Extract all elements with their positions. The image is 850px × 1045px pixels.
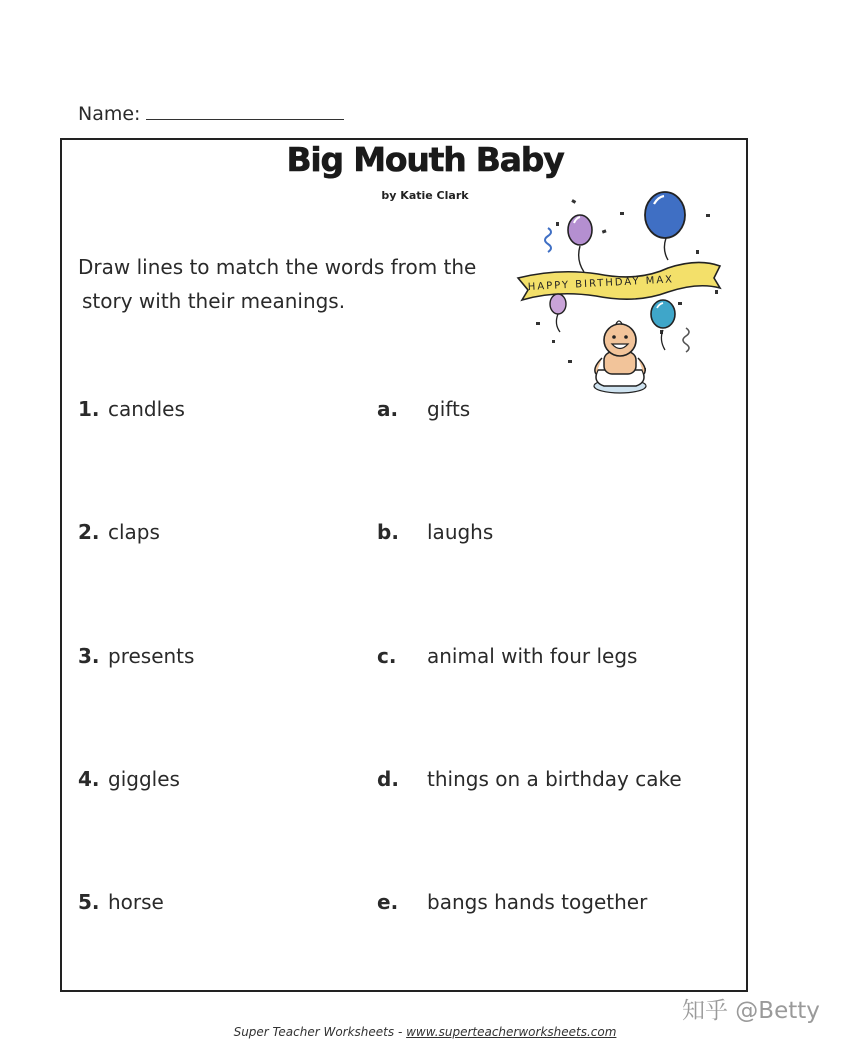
page-footer [0,1025,850,1039]
meaning-text: gifts [427,397,471,421]
item-word: presents [108,644,195,668]
match-row-2 [0,520,850,550]
blue-balloon [645,192,685,260]
item-number: 2. [78,520,100,544]
streamer-squiggle [683,328,689,352]
name-blank-line[interactable] [146,119,344,120]
zhihu-watermark: 知乎 @Betty [682,998,820,1024]
footer-text: Super Teacher Worksheets - [233,1025,407,1039]
meaning-letter: e. [377,890,399,914]
match-row-3 [0,644,850,674]
worksheet-title: Big Mouth Baby [286,140,564,179]
name-field [78,103,344,125]
item-number: 5. [78,890,100,914]
meaning-letter: c. [377,644,397,668]
meaning-letter: d. [377,767,399,791]
item-number: 4. [78,767,100,791]
meaning-letter: b. [377,520,399,544]
match-row-1 [0,397,850,427]
match-row-4 [0,767,850,797]
match-row-5 [0,890,850,920]
item-word: claps [108,520,160,544]
item-word: giggles [108,767,180,791]
item-word: horse [108,890,164,914]
author-byline: by Katie Clark [381,189,469,202]
banner-text: HAPPY BIRTHDAY MAX [527,274,675,293]
pink-balloon [550,294,566,332]
item-word: candles [108,397,185,421]
meaning-text: things on a birthday cake [427,767,682,791]
meaning-text: laughs [427,520,494,544]
meaning-text: bangs hands together [427,890,648,914]
name-label: Name: [78,103,141,125]
footer-link[interactable]: www.superteacherworksheets.com [406,1025,617,1039]
teal-balloon [651,300,675,350]
instructions-line-2: story with their meanings. [82,289,346,313]
item-number: 3. [78,644,100,668]
birthday-banner [518,262,720,300]
purple-balloon [568,215,592,272]
meaning-text: animal with four legs [427,644,638,668]
birthday-baby-illustration [510,190,730,400]
meaning-letter: a. [377,397,399,421]
ribbon-squiggle [545,228,551,252]
item-number: 1. [78,397,100,421]
instructions-line-1: Draw lines to match the words from the [78,255,477,279]
baby-figure [594,321,646,393]
instructions [78,250,518,318]
